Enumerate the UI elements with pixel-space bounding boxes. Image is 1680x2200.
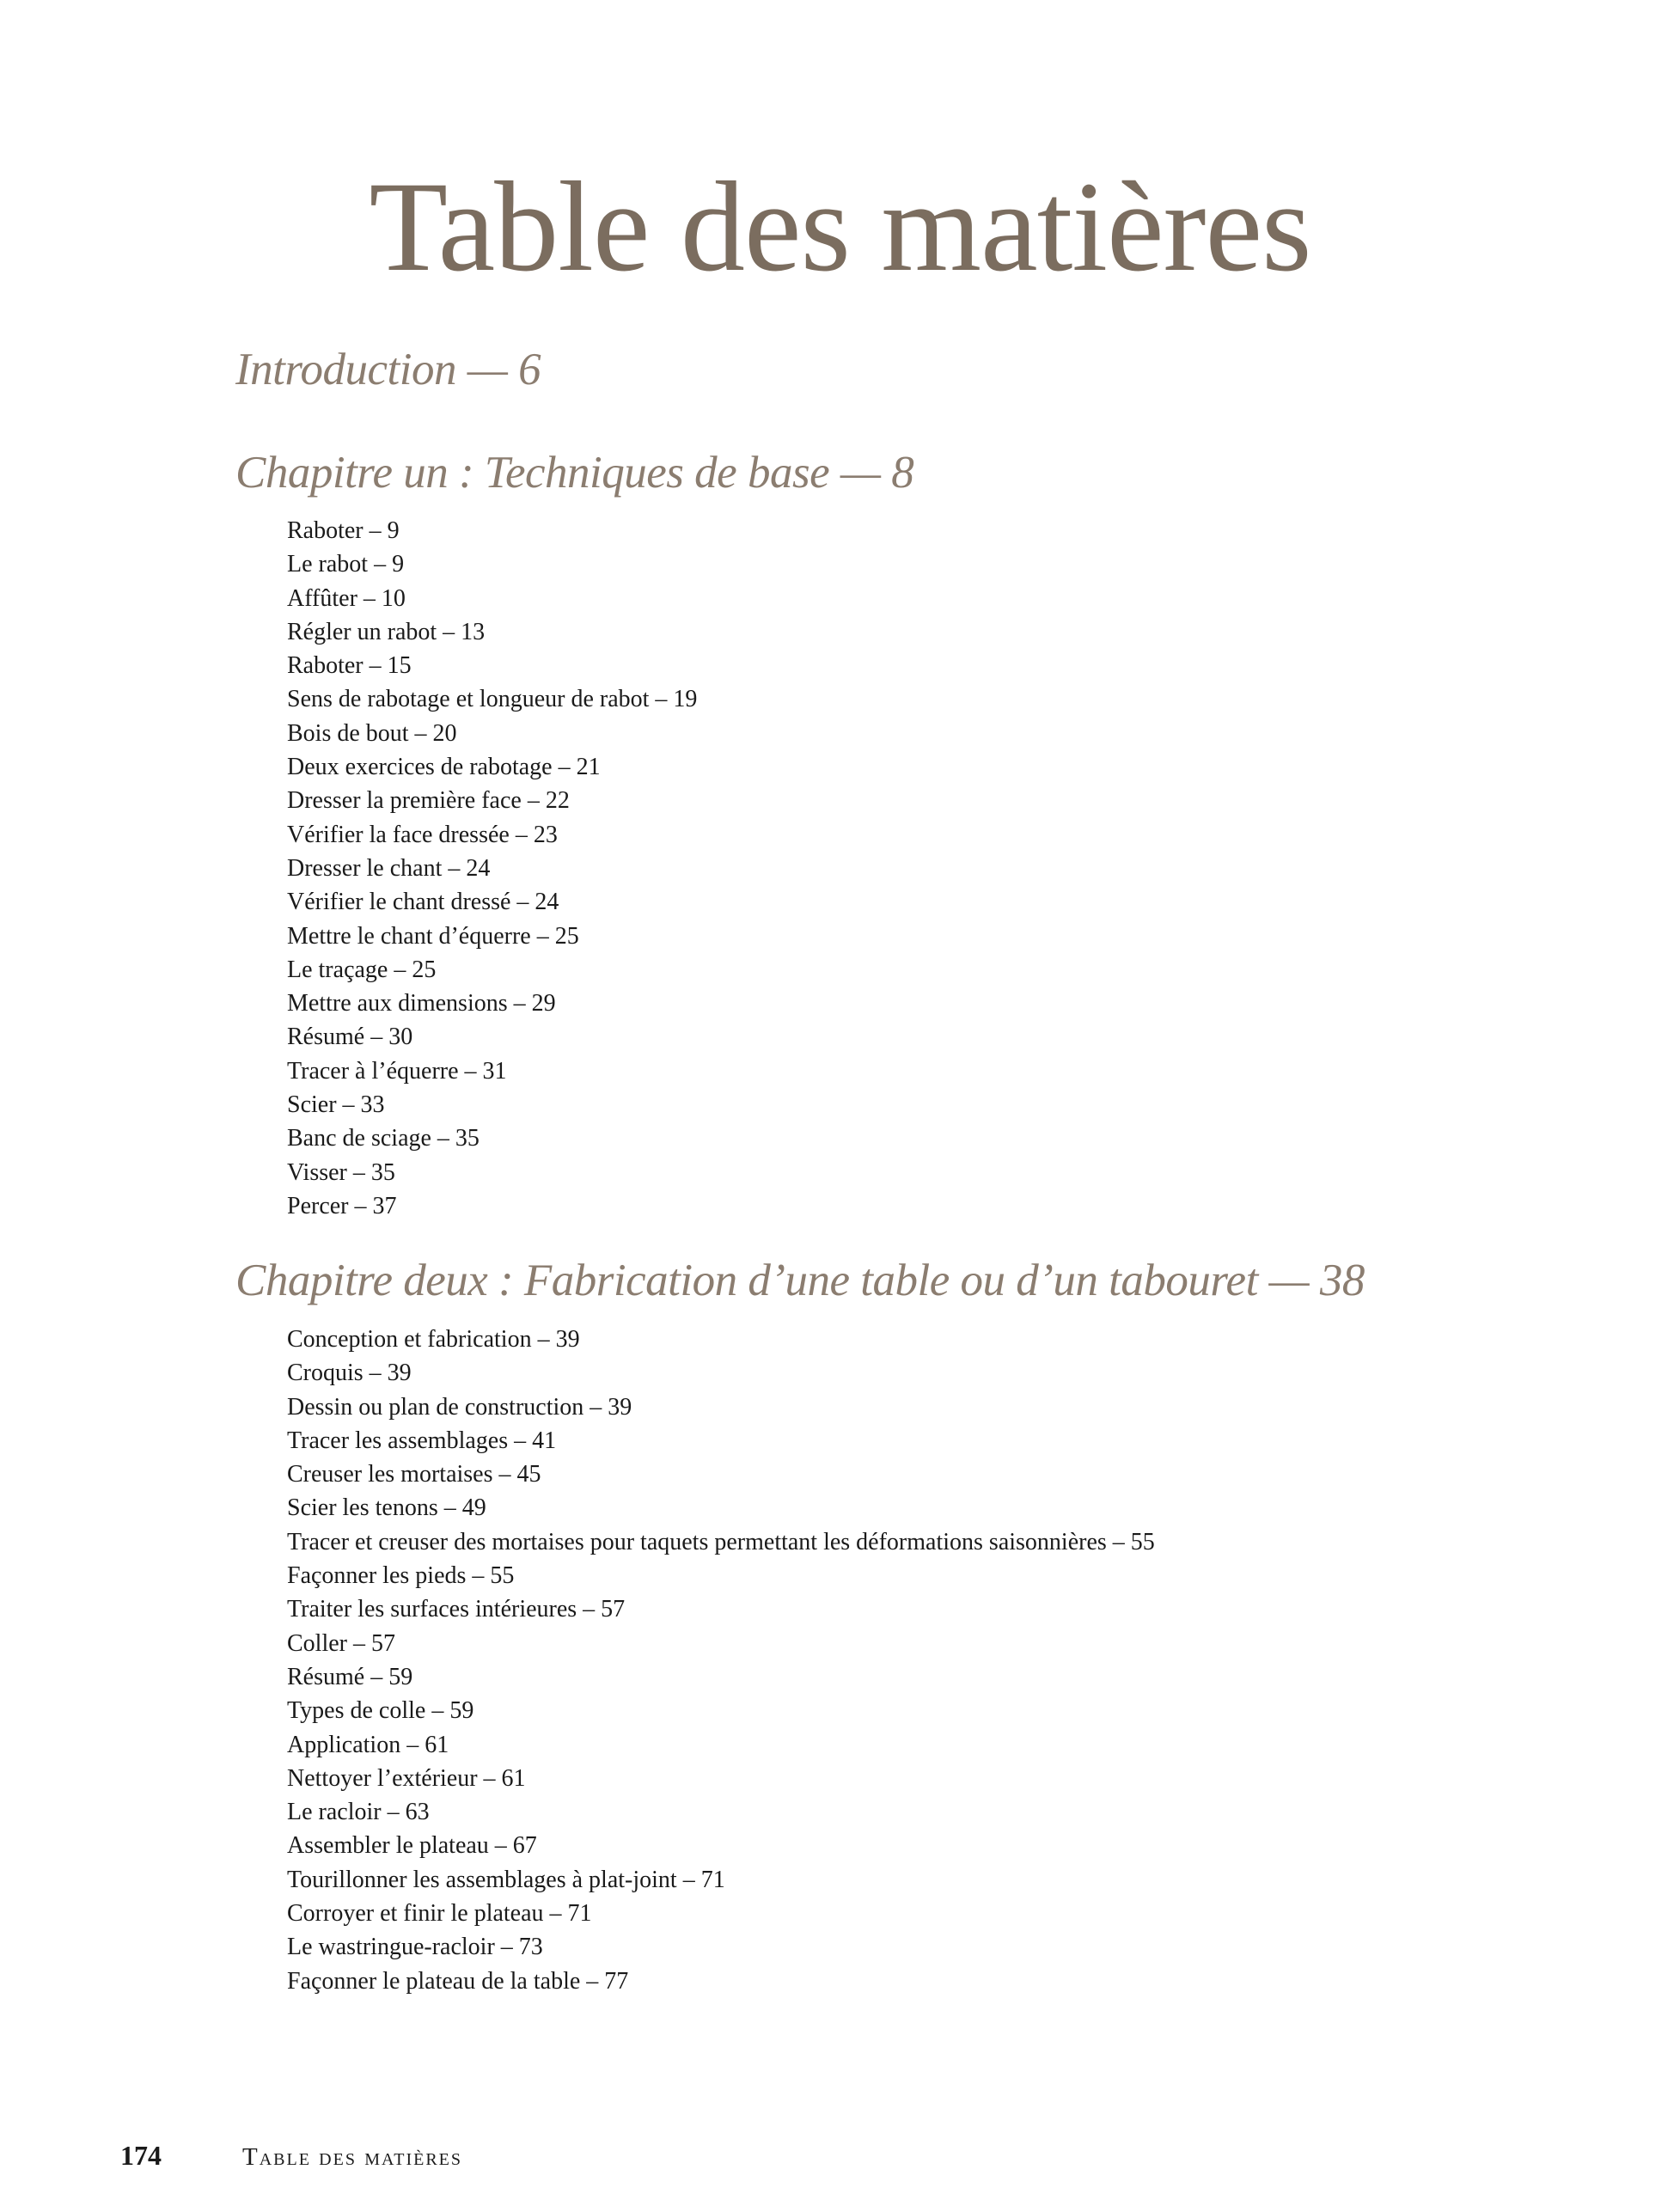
toc-entry: Régler un rabot – 13 (287, 618, 486, 645)
page-title: Table des matières (369, 156, 1311, 298)
toc-entry: Raboter – 9 (287, 517, 400, 544)
toc-entry: Banc de sciage – 35 (287, 1125, 480, 1152)
section-heading-chapter-1: Chapitre un : Techniques de base — 8 (235, 448, 914, 498)
toc-entry: Corroyer et finir le plateau – 71 (287, 1900, 592, 1928)
toc-entry: Coller – 57 (287, 1629, 395, 1657)
page-number: 174 (120, 2140, 162, 2171)
toc-entry: Deux exercices de rabotage – 21 (287, 754, 601, 781)
page-footer (0, 2140, 1680, 2174)
toc-entry: Le racloir – 63 (287, 1799, 430, 1826)
toc-entry: Conception et fabrication – 39 (287, 1326, 580, 1353)
toc-entry: Tracer et creuser des mortaises pour taquets permettant les déformations saisonnières – 55 (287, 1528, 1155, 1555)
toc-entry: Creuser les mortaises – 45 (287, 1461, 541, 1488)
toc-entry: Scier – 33 (287, 1091, 385, 1119)
toc-entry: Assembler le plateau – 67 (287, 1832, 537, 1860)
toc-entry: Tourillonner les assemblages à plat-joint – 71 (287, 1866, 725, 1893)
section-heading-introduction: Introduction — 6 (235, 345, 541, 394)
toc-entry: Bois de bout – 20 (287, 719, 457, 747)
toc-entry: Vérifier la face dressée – 23 (287, 821, 558, 848)
toc-entry: Le wastringue-racloir – 73 (287, 1934, 543, 1961)
toc-entry: Nettoyer l’extérieur – 61 (287, 1764, 526, 1792)
toc-list-chapter-1 (287, 514, 697, 1223)
toc-entry: Mettre aux dimensions – 29 (287, 990, 556, 1018)
toc-entry: Raboter – 15 (287, 652, 412, 680)
toc-entry: Façonner les pieds – 55 (287, 1562, 515, 1590)
toc-entry: Dresser le chant – 24 (287, 854, 491, 882)
toc-list-chapter-2 (287, 1323, 1155, 1998)
section-heading-chapter-2: Chapitre deux : Fabrication d’une table ou d’un tabouret — 38 (235, 1256, 1365, 1305)
toc-entry: Croquis – 39 (287, 1360, 412, 1387)
toc-entry: Résumé – 30 (287, 1024, 413, 1051)
toc-entry: Le rabot – 9 (287, 551, 405, 578)
toc-entry: Résumé – 59 (287, 1663, 413, 1690)
toc-entry: Sens de rabotage et longueur de rabot – 19 (287, 686, 698, 713)
toc-entry: Traiter les surfaces intérieures – 57 (287, 1596, 626, 1623)
toc-entry: Scier les tenons – 49 (287, 1494, 486, 1522)
toc-entry: Façonner le plateau de la table – 77 (287, 1967, 629, 1995)
toc-entry: Dessin ou plan de construction – 39 (287, 1393, 632, 1421)
toc-entry: Mettre le chant d’équerre – 25 (287, 922, 579, 950)
toc-entry: Tracer à l’équerre – 31 (287, 1057, 507, 1085)
toc-entry: Application – 61 (287, 1731, 449, 1758)
toc-entry: Tracer les assemblages – 41 (287, 1427, 557, 1454)
toc-entry: Affûter – 10 (287, 584, 406, 612)
toc-entry: Dresser la première face – 22 (287, 787, 570, 815)
toc-entry: Types de colle – 59 (287, 1697, 474, 1725)
toc-entry: Visser – 35 (287, 1158, 395, 1186)
toc-entry: Le traçage – 25 (287, 956, 437, 983)
running-head: Table des matières (242, 2143, 462, 2171)
toc-entry: Vérifier le chant dressé – 24 (287, 889, 559, 916)
toc-entry: Percer – 37 (287, 1192, 397, 1219)
